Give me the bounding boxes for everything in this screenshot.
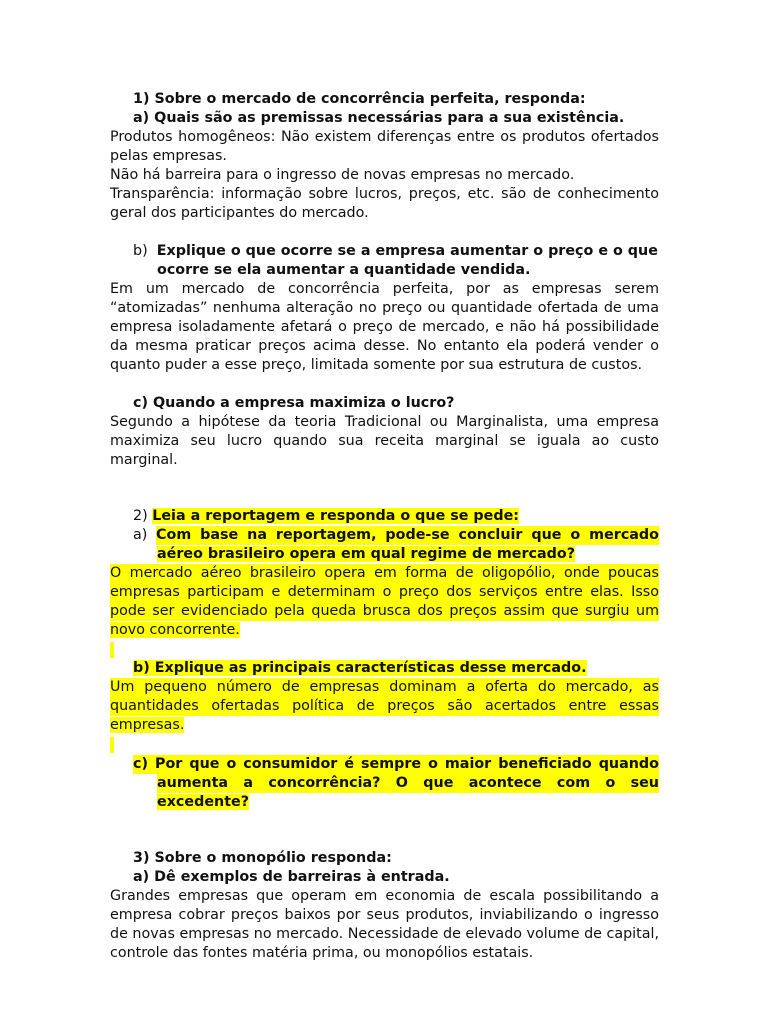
q2a-answer-line: novo concorrente. (110, 622, 240, 638)
q2c-heading-line: excedente? (157, 794, 250, 810)
q1a-answer-line: Transparência: informação sobre lucros, preços, etc. são de conhecimento (110, 186, 659, 202)
q1c-heading: c) Quando a empresa maximiza o lucro? (133, 395, 455, 411)
q1c-answer-line: maximiza seu lucro quando sua receita marginal se iguala ao custo (110, 433, 659, 449)
q1b-answer-line: “atomizadas” nenhuma alteração no preço ou quantidade ofertada de uma (110, 300, 659, 316)
q1a-answer-line: geral dos participantes do mercado. (110, 205, 369, 221)
q1b-answer-line: quanto puder a esse preço, limitada somente por sua estrutura de custos. (110, 357, 643, 373)
q2a-answer-line: O mercado aéreo brasileiro opera em forma de oligopólio, onde poucas (110, 565, 659, 581)
q2a-heading-line: a) Com base na reportagem, pode-se concluir que o mercado (133, 527, 659, 543)
q2c-heading-line: c) Por que o consumidor é sempre o maior beneficiado quando (133, 756, 659, 772)
q1a-answer-line: Produtos homogêneos: Não existem diferenças entre os produtos ofertados (110, 129, 659, 145)
q3a-answer-line: Grandes empresas que operam em economia de escala possibilitando a (110, 888, 659, 904)
q1b-heading-line: b) Explique o que ocorre se a empresa aumentar o preço e o que (133, 243, 658, 259)
q3-heading: 3) Sobre o monopólio responda: (133, 850, 392, 866)
q2a-answer-line: empresas participam e determinam o preço dos serviços entre elas. Isso (110, 584, 659, 600)
q1b-heading-line: ocorre se ela aumentar a quantidade vendida. (157, 262, 531, 278)
q2-heading: 2) Leia a reportagem e responda o que se pede: (133, 508, 520, 524)
q2c-heading-line: aumenta a concorrência? O que acontece com o seu (157, 775, 659, 791)
q3a-answer-line: empresa cobrar preços baixos por seus produtos, inviabilizando o ingresso (110, 907, 659, 923)
q1b-answer-line: empresa isoladamente afetará o preço de mercado, e não há possibilidade (110, 319, 659, 335)
q3a-answer-line: controle das fontes matéria prima, ou monopólios estatais. (110, 945, 534, 961)
q3a-answer-line: de novas empresas no mercado. Necessidade de elevado volume de capital, (110, 926, 660, 942)
q2a-heading-line: aéreo brasileiro opera em qual regime de mercado? (157, 546, 575, 562)
highlight-mark (110, 642, 114, 658)
q1c-answer-line: Segundo a hipótese da teoria Tradicional ou Marginalista, uma empresa (110, 414, 659, 430)
q1c-answer-line: marginal. (110, 452, 178, 468)
q2a-answer-line: pode ser evidenciado pela queda brusca dos preços assim que surgiu um (110, 603, 659, 619)
q2b-answer-line: empresas. (110, 717, 185, 733)
q2b-heading: b) Explique as principais características desse mercado. (133, 660, 587, 676)
q1a-answer-line: pelas empresas. (110, 148, 227, 164)
q1b-answer-line: Em um mercado de concorrência perfeita, por as empresas serem (110, 281, 659, 297)
highlight-mark (110, 737, 114, 753)
q1a-heading: a) Quais são as premissas necessárias para a sua existência. (133, 110, 625, 126)
q1b-answer-line: da mesma praticar preços acima desse. No entanto ela poderá vender o (110, 338, 659, 354)
q2b-answer-line: quantidades ofertadas política de preços são acertados entre essas (110, 698, 659, 714)
q3a-heading: a) Dê exemplos de barreiras à entrada. (133, 869, 450, 885)
q1-heading: 1) Sobre o mercado de concorrência perfeita, responda: (133, 91, 586, 107)
q2b-answer-line: Um pequeno número de empresas dominam a oferta do mercado, as (110, 679, 659, 695)
q1a-answer-line: Não há barreira para o ingresso de novas empresas no mercado. (110, 167, 575, 183)
